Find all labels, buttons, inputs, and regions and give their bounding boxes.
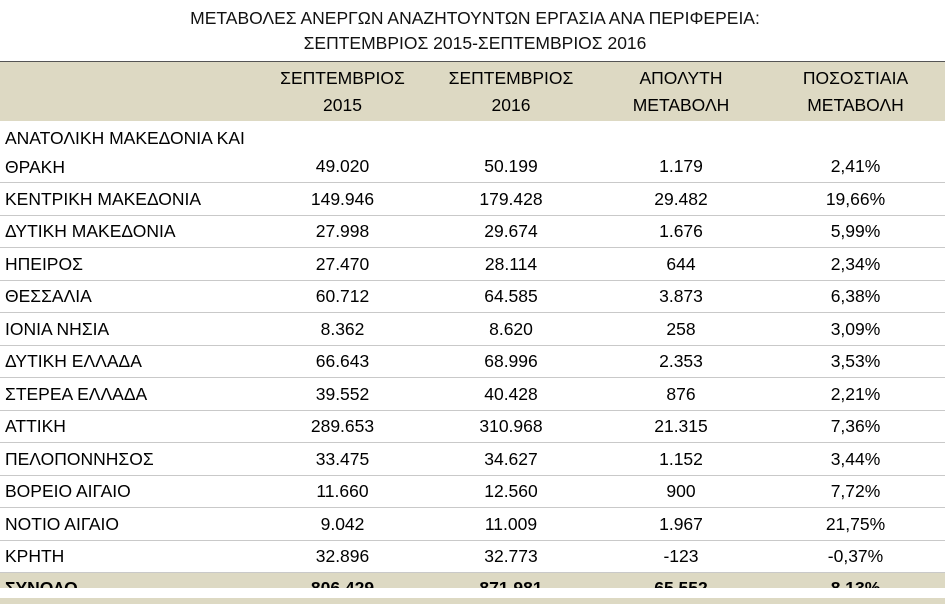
region-cell: ΔΥΤΙΚΗ ΕΛΛΑΔΑ bbox=[0, 345, 259, 378]
value-2016-cell: 310.968 bbox=[426, 410, 596, 443]
header-absolute-change bbox=[596, 62, 766, 122]
percent-change-cell: 7,36% bbox=[766, 410, 945, 443]
value-2015-cell: 39.552 bbox=[259, 378, 426, 411]
value-2015-cell: 49.020 bbox=[259, 121, 426, 183]
percent-change-cell: 2,21% bbox=[766, 378, 945, 411]
region-cell: ΚΕΝΤΡΙΚΗ ΜΑΚΕΔΟΝΙΑ bbox=[0, 183, 259, 216]
table-row bbox=[0, 248, 945, 281]
header-line: ΑΠΟΛΥΤΗ bbox=[596, 65, 766, 92]
header-percent-change bbox=[766, 62, 945, 122]
absolute-change-cell: 876 bbox=[596, 378, 766, 411]
page-bottom-edge bbox=[0, 588, 950, 598]
value-2016-cell: 29.674 bbox=[426, 215, 596, 248]
percent-change-cell: 5,99% bbox=[766, 215, 945, 248]
table-title bbox=[0, 6, 950, 56]
table-row bbox=[0, 540, 945, 573]
region-cell: ΙΟΝΙΑ ΝΗΣΙΑ bbox=[0, 313, 259, 346]
value-2015-cell: 11.660 bbox=[259, 475, 426, 508]
header-line: ΣΕΠΤΕΜΒΡΙΟΣ bbox=[426, 65, 596, 92]
value-2015-cell: 9.042 bbox=[259, 508, 426, 541]
value-2016-cell: 64.585 bbox=[426, 280, 596, 313]
region-cell: ΠΕΛΟΠΟΝΝΗΣΟΣ bbox=[0, 443, 259, 476]
table-row bbox=[0, 183, 945, 216]
value-2016-cell: 32.773 bbox=[426, 540, 596, 573]
value-2015-cell: 27.998 bbox=[259, 215, 426, 248]
value-2016-cell: 34.627 bbox=[426, 443, 596, 476]
table-row bbox=[0, 378, 945, 411]
absolute-change-cell: 900 bbox=[596, 475, 766, 508]
absolute-change-cell: 1.152 bbox=[596, 443, 766, 476]
percent-change-cell: 3,44% bbox=[766, 443, 945, 476]
region-cell: ΣΤΕΡΕΑ ΕΛΛΑΔΑ bbox=[0, 378, 259, 411]
table-row bbox=[0, 121, 945, 183]
value-2016-cell: 28.114 bbox=[426, 248, 596, 281]
absolute-change-cell: 2.353 bbox=[596, 345, 766, 378]
value-2016-cell: 12.560 bbox=[426, 475, 596, 508]
value-2016-cell: 11.009 bbox=[426, 508, 596, 541]
percent-change-cell: 3,09% bbox=[766, 313, 945, 346]
absolute-change-cell: 21.315 bbox=[596, 410, 766, 443]
percent-change-cell: 6,38% bbox=[766, 280, 945, 313]
table-row bbox=[0, 345, 945, 378]
value-2015-cell: 149.946 bbox=[259, 183, 426, 216]
header-line: ΜΕΤΑΒΟΛΗ bbox=[766, 92, 945, 119]
percent-change-cell: 19,66% bbox=[766, 183, 945, 216]
absolute-change-cell: 644 bbox=[596, 248, 766, 281]
table-row bbox=[0, 410, 945, 443]
value-2016-cell: 68.996 bbox=[426, 345, 596, 378]
title-line-1: ΜΕΤΑΒΟΛΕΣ ΑΝΕΡΓΩΝ ΑΝΑΖΗΤΟΥΝΤΩΝ ΕΡΓΑΣΙΑ ΑΝΑ ΠΕΡΙΦΕΡΕΙΑ: bbox=[0, 6, 950, 31]
header-line: ΜΕΤΑΒΟΛΗ bbox=[596, 92, 766, 119]
header-line: ΣΕΠΤΕΜΒΡΙΟΣ bbox=[259, 65, 426, 92]
absolute-change-cell: 29.482 bbox=[596, 183, 766, 216]
unemployment-table bbox=[0, 61, 945, 604]
value-2015-cell: 8.362 bbox=[259, 313, 426, 346]
table-row bbox=[0, 508, 945, 541]
header-line: ΠΟΣΟΣΤΙΑΙΑ bbox=[766, 65, 945, 92]
percent-change-cell: 2,41% bbox=[766, 121, 945, 183]
table-row bbox=[0, 280, 945, 313]
value-2015-cell: 27.470 bbox=[259, 248, 426, 281]
value-2016-cell: 8.620 bbox=[426, 313, 596, 346]
table-row bbox=[0, 215, 945, 248]
header-sept-2015 bbox=[259, 62, 426, 122]
percent-change-cell: 2,34% bbox=[766, 248, 945, 281]
header-line: 2016 bbox=[426, 92, 596, 119]
value-2015-cell: 289.653 bbox=[259, 410, 426, 443]
absolute-change-cell: 3.873 bbox=[596, 280, 766, 313]
table-row bbox=[0, 313, 945, 346]
region-cell: ΒΟΡΕΙΟ ΑΙΓΑΙΟ bbox=[0, 475, 259, 508]
region-cell: ΔΥΤΙΚΗ ΜΑΚΕΔΟΝΙΑ bbox=[0, 215, 259, 248]
table-row bbox=[0, 443, 945, 476]
table-row bbox=[0, 475, 945, 508]
header-region bbox=[0, 62, 259, 122]
region-cell: ΑΝΑΤΟΛΙΚΗ ΜΑΚΕΔΟΝΙΑ ΚΑΙ ΘΡΑΚΗ bbox=[0, 121, 259, 183]
value-2016-cell: 50.199 bbox=[426, 121, 596, 183]
value-2015-cell: 60.712 bbox=[259, 280, 426, 313]
value-2015-cell: 66.643 bbox=[259, 345, 426, 378]
value-2016-cell: 179.428 bbox=[426, 183, 596, 216]
region-cell: ΑΤΤΙΚΗ bbox=[0, 410, 259, 443]
absolute-change-cell: 1.676 bbox=[596, 215, 766, 248]
percent-change-cell: 7,72% bbox=[766, 475, 945, 508]
absolute-change-cell: 1.179 bbox=[596, 121, 766, 183]
value-2015-cell: 33.475 bbox=[259, 443, 426, 476]
region-cell: ΚΡΗΤΗ bbox=[0, 540, 259, 573]
percent-change-cell: 3,53% bbox=[766, 345, 945, 378]
absolute-change-cell: -123 bbox=[596, 540, 766, 573]
header-sept-2016 bbox=[426, 62, 596, 122]
absolute-change-cell: 258 bbox=[596, 313, 766, 346]
header-row bbox=[0, 62, 945, 122]
percent-change-cell: -0,37% bbox=[766, 540, 945, 573]
percent-change-cell: 21,75% bbox=[766, 508, 945, 541]
title-line-2: ΣΕΠΤΕΜΒΡΙΟΣ 2015-ΣΕΠΤΕΜΒΡΙΟΣ 2016 bbox=[0, 31, 950, 56]
header-line: 2015 bbox=[259, 92, 426, 119]
value-2016-cell: 40.428 bbox=[426, 378, 596, 411]
value-2015-cell: 32.896 bbox=[259, 540, 426, 573]
region-cell: ΝΟΤΙΟ ΑΙΓΑΙΟ bbox=[0, 508, 259, 541]
absolute-change-cell: 1.967 bbox=[596, 508, 766, 541]
region-cell: ΗΠΕΙΡΟΣ bbox=[0, 248, 259, 281]
region-cell: ΘΕΣΣΑΛΙΑ bbox=[0, 280, 259, 313]
